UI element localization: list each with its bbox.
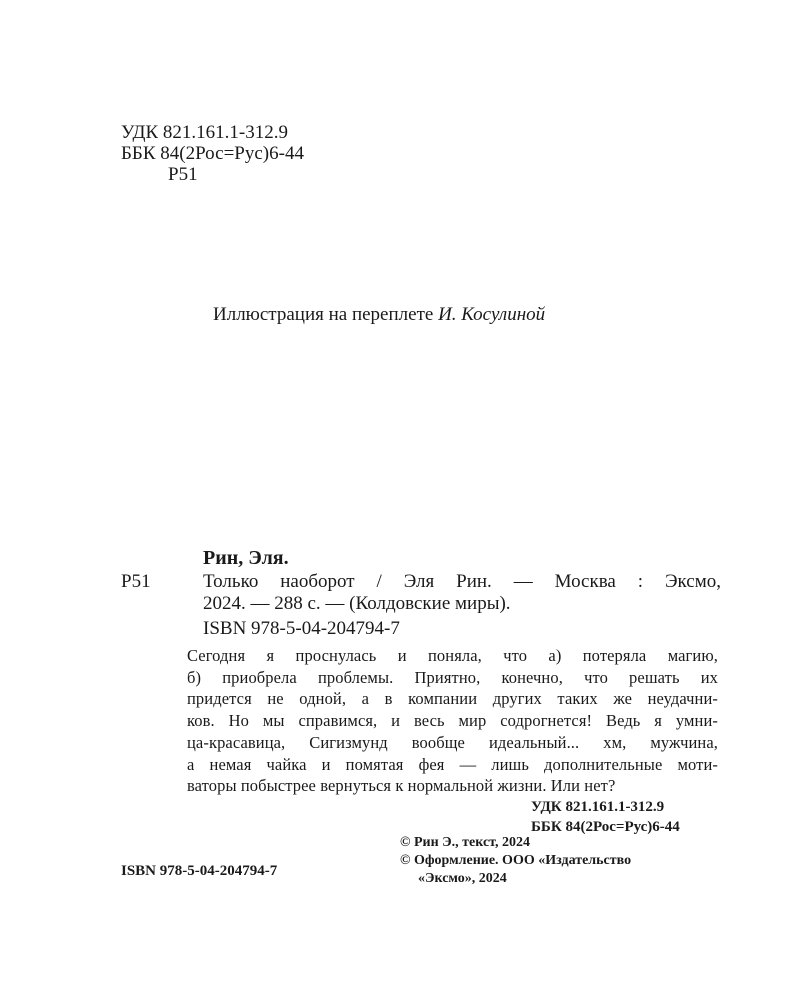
annotation-line: Сегодня я проснулась и поняла, что а) потеряла магию, (187, 646, 718, 665)
bibliographic-isbn: ISBN 978-5-04-204794-7 (203, 618, 400, 639)
bibliographic-description-line: Только наоборот / Эля Рин. — Москва : Эксмо, (203, 571, 721, 592)
illustration-credit (213, 304, 545, 326)
copyright-block (400, 834, 631, 888)
annotation-line: ваторы побыстрее вернуться к нормальной жизни. Или нет? (187, 776, 616, 796)
udk-code-bold: УДК 821.161.1-312.9 (531, 799, 665, 815)
annotation-line: б) приобрела проблемы. Приятно, конечно, что решать их (187, 667, 718, 687)
header-classification-codes (121, 122, 304, 185)
annotation-line: придется не одной, а в компании других таких же неудачни- (187, 689, 718, 709)
copyright-design: © Оформление. ООО «Издательство (400, 853, 632, 868)
annotation-line: а немая чайка и помятая фея — лишь дополнительные моти- (187, 754, 718, 774)
bibliographic-author-heading: Рин, Эля. (203, 547, 289, 569)
annotation-line: ца-красавица, Сигизмунд вообще идеальный... хм, мужчина, (187, 732, 718, 752)
bibliographic-author-mark: Р51 (121, 571, 151, 592)
illustration-credit-text: Иллюстрация на переплете (213, 304, 439, 325)
bbk-code-bold: ББК 84(2Рос=Рус)6-44 (531, 819, 680, 835)
annotation-line: ков. Но мы справимся, и весь мир содрогнется! Ведь я умни- (187, 711, 718, 731)
isbn-footer: ISBN 978-5-04-204794-7 (121, 863, 278, 879)
copyright-design-continued: «Эксмо», 2024 (418, 871, 507, 886)
copyright-text: © Рин Э., текст, 2024 (400, 835, 530, 850)
bibliographic-description (203, 571, 721, 615)
classification-codes-right (531, 797, 680, 837)
bibliographic-description-line: 2024. — 288 с. — (Колдовские миры). (203, 593, 511, 614)
author-mark: Р51 (168, 164, 198, 185)
bbk-code: ББК 84(2Рос=Рус)6-44 (121, 143, 304, 164)
udk-code: УДК 821.161.1-312.9 (121, 122, 288, 143)
illustration-artist: И. Косулиной (438, 304, 546, 325)
annotation (187, 645, 718, 797)
